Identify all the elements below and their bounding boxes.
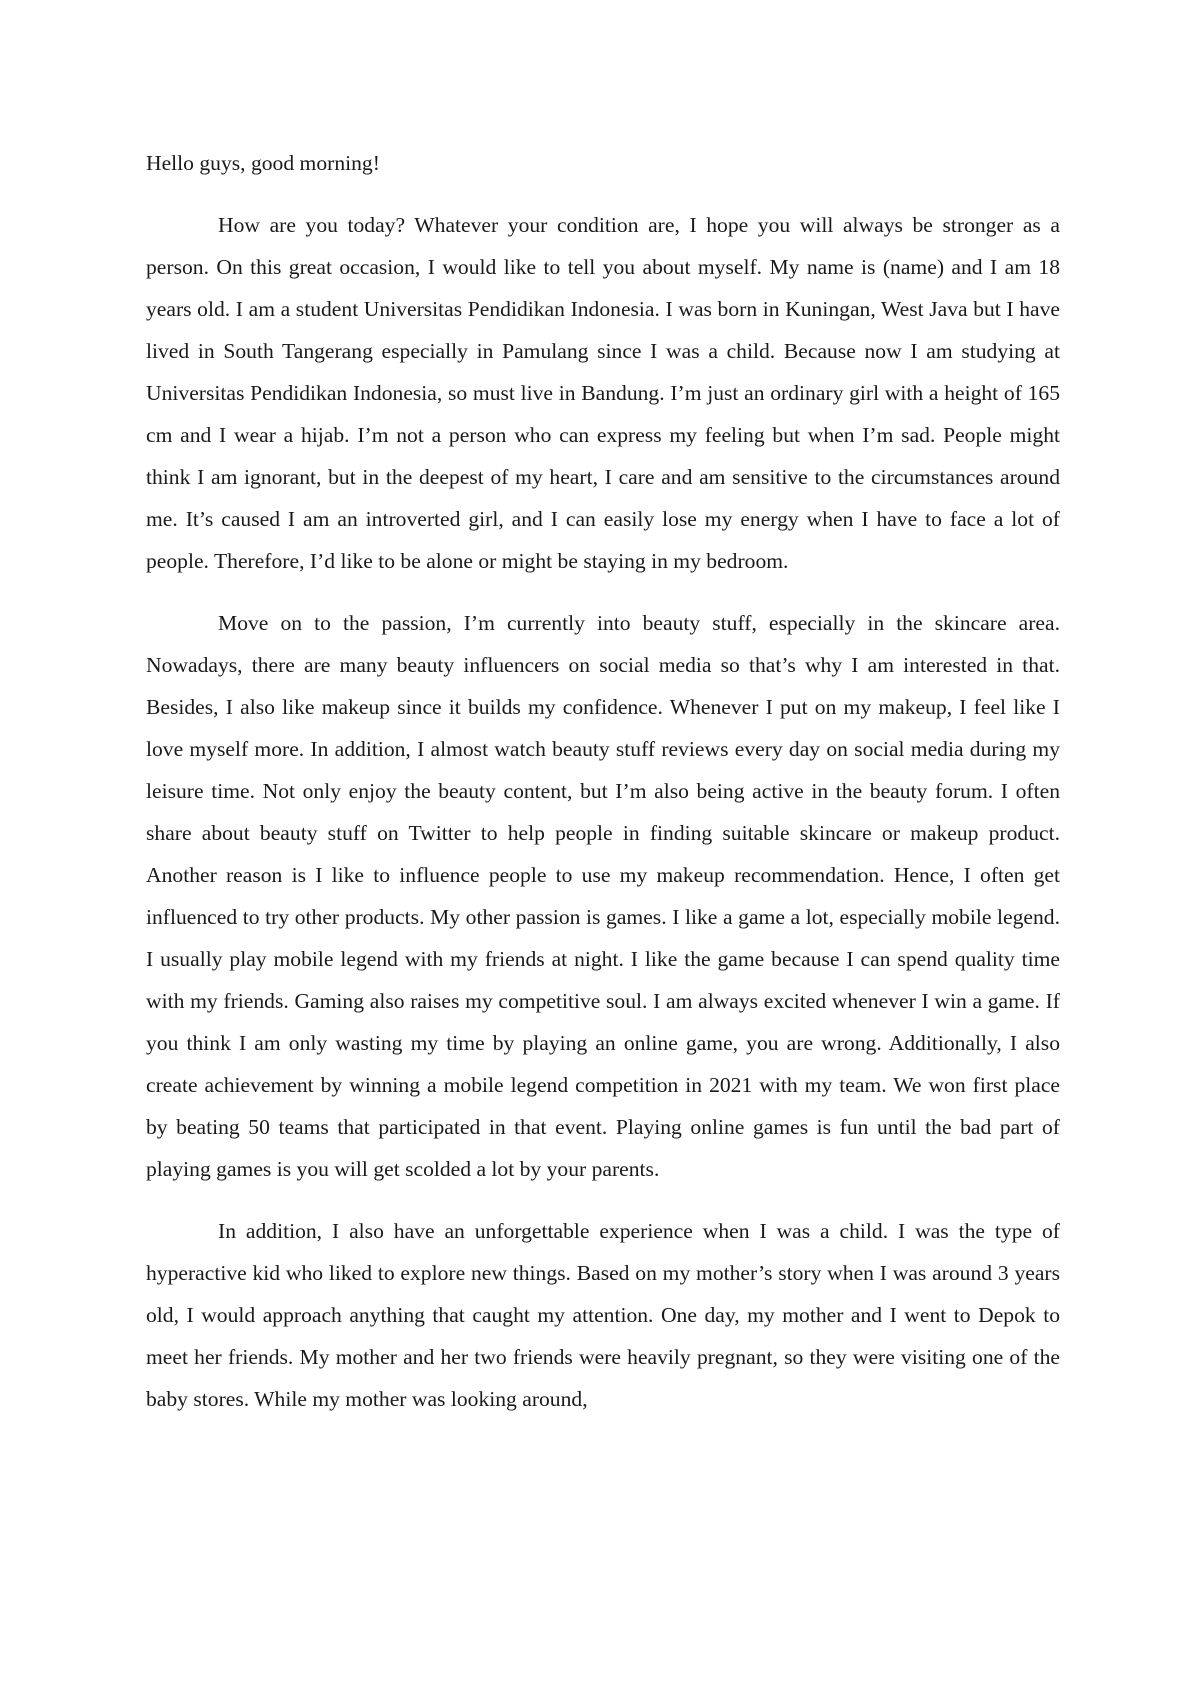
greeting-line: Hello guys, good morning! <box>146 151 380 175</box>
paragraph-childhood-experience: In addition, I also have an unforgettable experience when I was a child. I was the type of hyperactive kid who liked to explore new things. Based on my mother’s story when I was around 3 years old, I would approach anything that caught my attention. One day, my mother and I went to Depok to meet her friends. My mother and her two friends were heavily pregnant, so they were visiting one of the baby stores. While my mother was looking around, <box>146 1219 1060 1411</box>
paragraph-passion: Move on to the passion, I’m currently into beauty stuff, especially in the skincare area. Nowadays, there are many beauty influencers on social media so that’s why I am interested in that. Besides, I also like makeup since it builds my confidence. Whenever I put on my makeup, I feel like I love myself more. In addition, I almost watch beauty stuff reviews every day on social media during my leisure time. Not only enjoy the beauty content, but I’m also being active in the beauty forum. I often share about beauty stuff on Twitter to help people in finding suitable skincare or makeup product. Another reason is I like to influence people to use my makeup recommendation. Hence, I often get influenced to try other products. My other passion is games. I like a game a lot, especially mobile legend. I usually play mobile legend with my friends at night. I like the game because I can spend quality time with my friends. Gaming also raises my competitive soul. I am always excited whenever I win a game. If you think I am only wasting my time by playing an online game, you are wrong. Additionally, I also create achievement by winning a mobile legend competition in 2021 with my team. We won first place by beating 50 teams that participated in that event. Playing online games is fun until the bad part of playing games is you will get scolded a lot by your parents. <box>146 611 1060 1181</box>
document-body <box>146 142 1060 1420</box>
paragraph-introduction: How are you today? Whatever your condition are, I hope you will always be stronger as a person. On this great occasion, I would like to tell you about myself. My name is (name) and I am 18 years old. I am a student Universitas Pendidikan Indonesia. I was born in Kuningan, West Java but I have lived in South Tangerang especially in Pamulang since I was a child. Because now I am studying at Universitas Pendidikan Indonesia, so must live in Bandung. I’m just an ordinary girl with a height of 165 cm and I wear a hijab. I’m not a person who can express my feeling but when I’m sad. People might think I am ignorant, but in the deepest of my heart, I care and am sensitive to the circumstances around me. It’s caused I am an introverted girl, and I can easily lose my energy when I have to face a lot of people. Therefore, I’d like to be alone or might be staying in my bedroom. <box>146 213 1060 573</box>
